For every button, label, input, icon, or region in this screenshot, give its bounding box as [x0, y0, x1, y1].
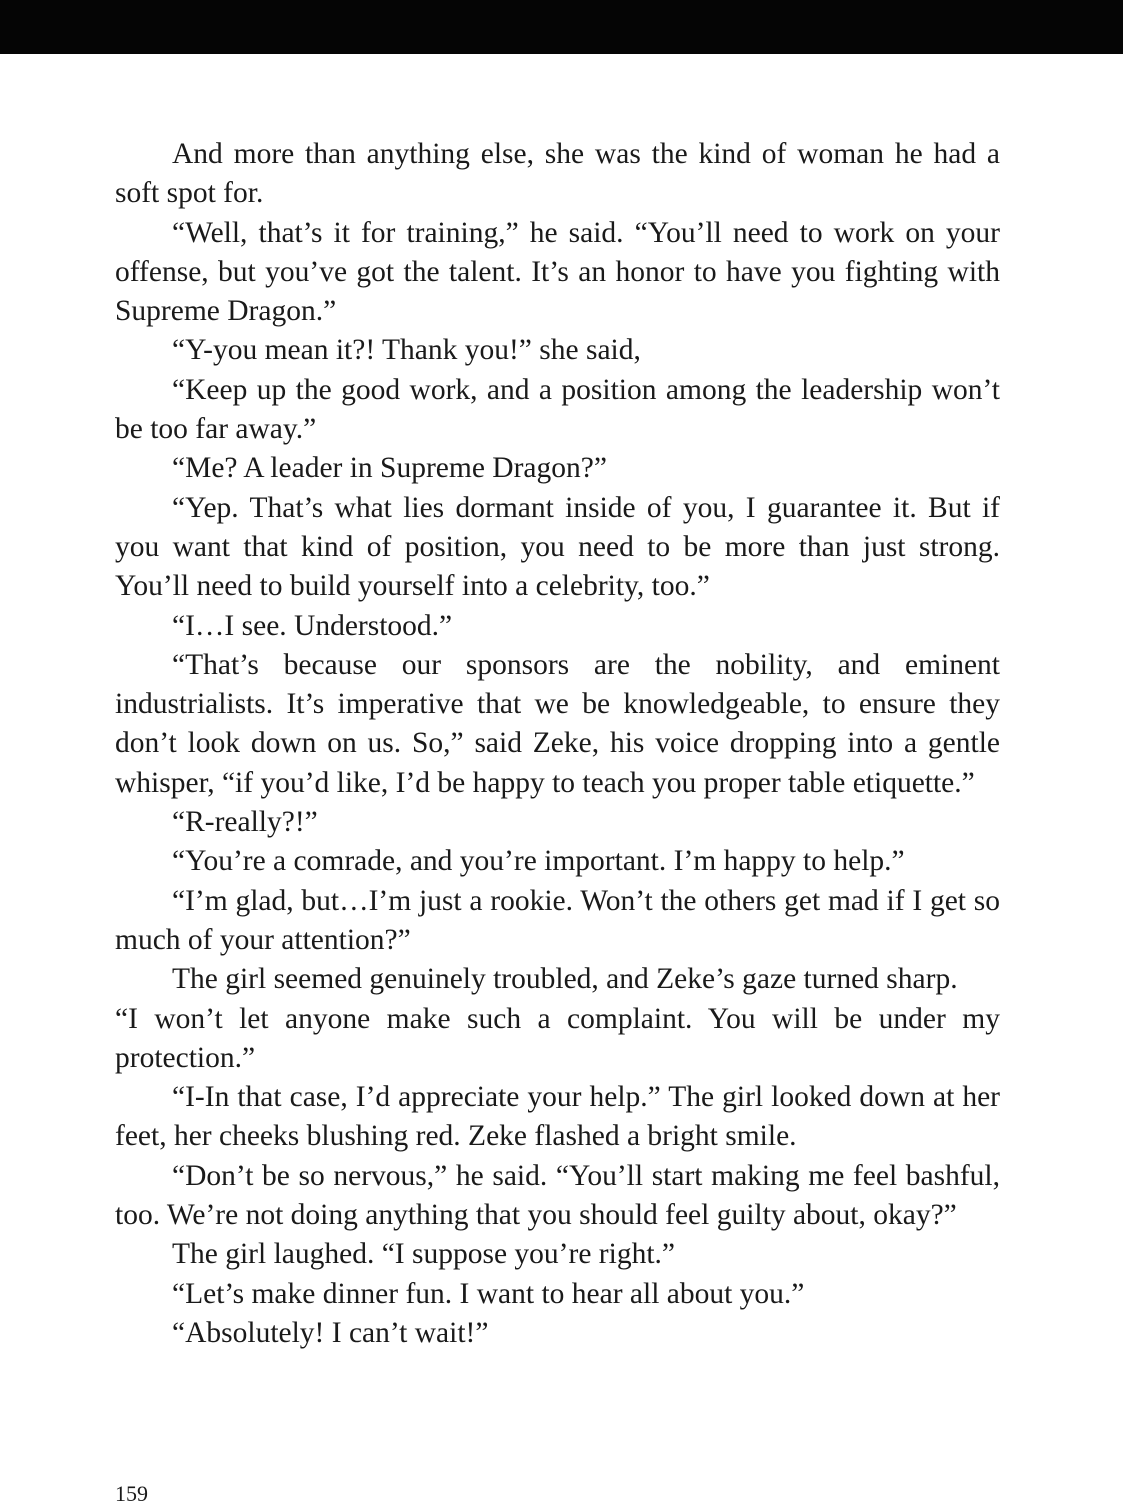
paragraph: “Well, that’s it for training,” he said. “You’ll need to work on your offense, but you’ve got the talent. It’s an honor to have you fighting with Supreme Dragon.”	[115, 216, 1000, 328]
paragraph: “Keep up the good work, and a position among the leadership won’t be too far away.”	[115, 373, 1000, 446]
paragraph: “That’s because our sponsors are the nobility, and eminent industrialists. It’s imperative that we be knowledgeable, to ensure they don’t look down on us. So,” said Zeke, his voice dropping into a gentle whisper, “if you’d like, I’d be happy to teach you proper table etiquette.”	[115, 648, 1000, 799]
paragraph: The girl seemed genuinely troubled, and Zeke’s gaze turned sharp.	[172, 963, 958, 996]
paragraph: “Yep. That’s what lies dormant inside of you, I guarantee it. But if you want that kind of position, you need to be more than just strong. You’ll need to build yourself into a celebrity, too.”	[115, 491, 1000, 603]
paragraph: “Y-you mean it?! Thank you!” she said,	[172, 334, 641, 367]
paragraph: “Let’s make dinner fun. I want to hear all about you.”	[172, 1277, 805, 1310]
paragraph: “You’re a comrade, and you’re important. I’m happy to help.”	[172, 845, 905, 878]
paragraph: “I-In that case, I’d appreciate your help.” The girl looked down at her feet, her cheeks blushing red. Zeke flashed a bright smile.	[115, 1081, 1000, 1153]
paragraph: “Absolutely! I can’t wait!”	[172, 1316, 489, 1349]
paragraph: “I…I see. Understood.”	[172, 609, 453, 642]
paragraph: And more than anything else, she was the kind of woman he had a soft spot for.	[115, 138, 1000, 210]
page-number: 159	[115, 1481, 148, 1506]
paragraph: “I’m glad, but…I’m just a rookie. Won’t the others get mad if I get so much of your attention?”	[115, 884, 1000, 956]
paragraph: “Don’t be so nervous,” he said. “You’ll start making me feel bashful, too. We’re not doing anything that you should feel guilty about, okay?”	[115, 1159, 1000, 1232]
paragraph: “I won’t let anyone make such a complaint. You will be under my protection.”	[115, 1002, 1000, 1074]
paragraph: “R-really?!”	[172, 806, 318, 839]
page-body	[115, 135, 1000, 1353]
paragraph: “Me? A leader in Supreme Dragon?”	[172, 452, 607, 485]
scan-top-band	[0, 0, 1123, 54]
paragraph: The girl laughed. “I suppose you’re right.”	[172, 1238, 675, 1271]
